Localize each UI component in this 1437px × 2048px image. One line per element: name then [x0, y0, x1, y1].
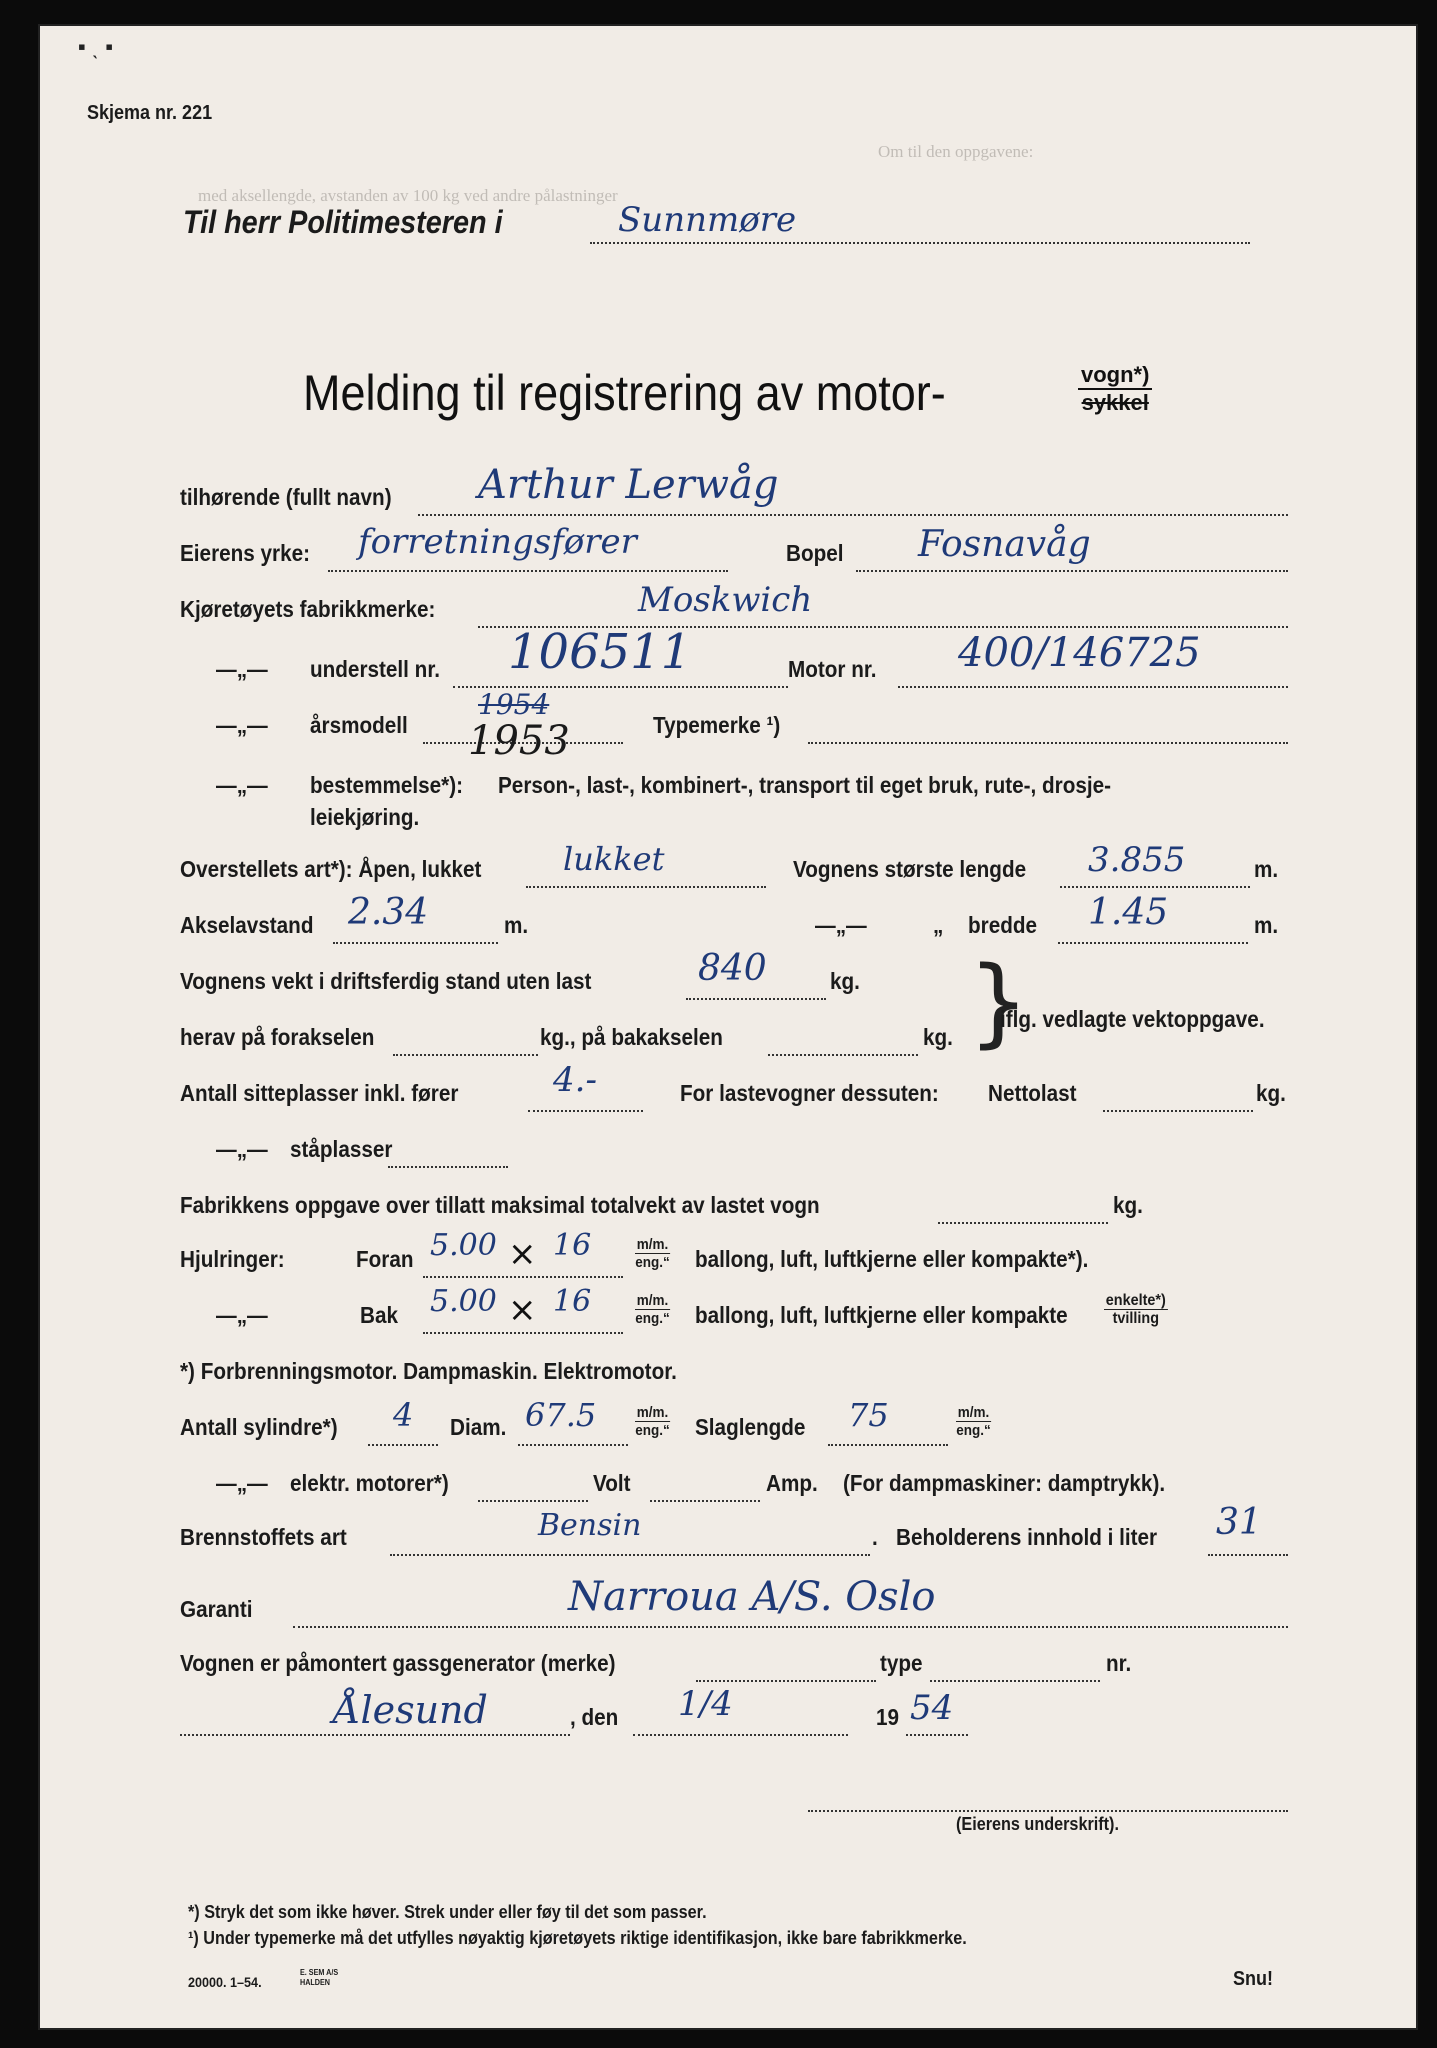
rims-label: Hjulringer: — [180, 1246, 285, 1272]
form-number: Skjema nr. 221 — [87, 102, 213, 124]
form-title: Melding til registrering av motor- — [303, 365, 946, 421]
addressee-label: Til herr Politimesteren i — [183, 204, 503, 240]
typemark-label: Typemerke ¹) — [653, 712, 781, 738]
turn-over: Snu! — [1233, 1968, 1273, 1990]
times-icon-2: × — [508, 1290, 537, 1330]
registration-form: ▪ ˎ ▪ Skjema nr. 221 Til herr Politimesteren i Sunnmøre Om til den oppgavene: med aksellengde, avstanden av 100 kg ved andre pålastninger Melding til registrering av motor- vogn*) sykkel tilhørende (fullt navn) Arthur Lerwåg Eierens yrke: forretningsfører Bopel Fosnavåg Kjøretøyets fabrikkmerke: Moskwich —„— understell nr. 106511 Motor nr. 400/146725 —„— årsmodell 1954 1953 Typemerke ¹) —„— bestemmelse*): Person-, last-, kombinert-, transport til eget bruk, rute-, drosje- leiekjøring. Overstellets art*): Åpen, lukket lukket Vognens største lengde 3.855 m. Akselavstand 2.34 m. —„— „ bredde 1.45 m. Vognens vekt i driftsferdig stand uten last 840 kg. herav på forakselen kg., på bakakselen kg. } iflg. vedlagte vektoppgave. Antall sitteplasser inkl. fører 4.- For lastevogner dessuten: Nettolast kg. —„— ståplasser Fabrikkens oppgave over tillatt maksimal totalvekt av lastet vogn kg. Hjulringer: Foran 5.00 × 16 $\frac{m/m.}{\text{eng.“}}$ ballong, luft, luftkjerne eller kompakte*). —„— Bak 5.00 × 16 $\frac{m/m.}{\text{eng.“}}$ ballong, luft, luftkjerne eller kompakte $\frac{\text{enkelte*)}}{\text{tvilling}}$ *) Forbrenningsmotor. Dampmaskin. Elektromotor. Antall sylindre*) 4 Diam. 67.5 $\frac{m/m.}{\text{eng.“}}$ Slaglengde 75 $\frac{m/m.}{\text{eng.“}}$ —„— elektr. motorer*) Volt Amp. (For dampmaskiner: damptrykk). Brennstoffets art Bensin . Beholderens innhold i liter 31 Garanti Narroua A/S. Oslo Vognen er påmontert gassgenerator (merke) type nr. Ålesund , den 1/4 19 54 (Eierens underskrift). *) Stryk det som ikke høver. Strek under eller føy til det som passer. ¹) Under typemerke må det utfylles nøyaktig kjøretøyets riktige identifikasjon, ikke bare fabrikkmerke. 20000. 1–54. E. SEM A/S HALDEN Snu! — [38, 24, 1418, 2030]
tank-label: Beholderens innhold i liter — [896, 1524, 1158, 1550]
standing-label: ståplasser — [290, 1136, 393, 1162]
engine-types: *) Forbrenningsmotor. Dampmaskin. Elektromotor. — [180, 1358, 677, 1384]
model-year-value[interactable]: 1953 — [468, 718, 570, 764]
gasgen-label: Vognen er påmontert gassgenerator (merke) — [180, 1650, 616, 1676]
body-kind-value[interactable]: lukket — [563, 840, 665, 878]
max-length-label: Vognens største lengde — [793, 856, 1027, 882]
motor-no-value[interactable]: 400/146725 — [958, 630, 1201, 676]
rear-axle-label: kg., på bakakselen — [540, 1024, 723, 1050]
cylinders-label: Antall sylindre*) — [180, 1414, 338, 1440]
footnote-1: *) Stryk det som ikke høver. Strek under eller føy til det som passer. — [188, 1902, 707, 1922]
stroke-value[interactable]: 75 — [848, 1396, 889, 1434]
brace: } — [968, 946, 1030, 1058]
purpose-label: bestemmelse*): — [310, 772, 464, 798]
signature-label: (Eierens underskrift). — [956, 1814, 1119, 1834]
cylinders-value[interactable]: 4 — [393, 1396, 414, 1434]
steam-note: (For dampmaskiner: damptrykk). — [843, 1470, 1166, 1496]
trucks-label: For lastevogner dessuten: — [680, 1080, 939, 1106]
front-axle-label: herav på forakselen — [180, 1024, 375, 1050]
guarantee-label: Garanti — [180, 1596, 253, 1622]
max-length-value[interactable]: 3.855 — [1088, 840, 1186, 880]
corner-marks: ▪ ˎ ▪ — [78, 34, 114, 59]
motor-no-label: Motor nr. — [788, 656, 877, 682]
footnote-2: ¹) Under typemerke må det utfylles nøyaktig kjøretøyets riktige identifikasjon, ikke bare fabrikkmerke. — [188, 1928, 967, 1948]
printer: E. SEM A/S HALDEN — [300, 1968, 339, 1987]
front-rim-width[interactable]: 16 — [553, 1228, 592, 1263]
weight-label: Vognens vekt i driftsferdig stand uten last — [180, 968, 592, 994]
date-value[interactable]: 1/4 — [678, 1684, 733, 1724]
residence-value[interactable]: Fosnavåg — [918, 524, 1091, 565]
times-icon: × — [508, 1234, 537, 1274]
rear-rim-diam[interactable]: 5.00 — [430, 1284, 497, 1319]
bleed-through: Om til den oppgavene: — [878, 142, 1034, 161]
seats-value[interactable]: 4.- — [553, 1060, 597, 1100]
place-value[interactable]: Ålesund — [333, 1688, 488, 1732]
width-value[interactable]: 1.45 — [1088, 892, 1169, 933]
profession-value[interactable]: forretningsfører — [358, 522, 637, 562]
diam-value[interactable]: 67.5 — [525, 1396, 597, 1434]
make-value[interactable]: Moskwich — [638, 580, 813, 620]
chassis-label: understell nr. — [310, 656, 440, 682]
fuel-label: Brennstoffets art — [180, 1524, 347, 1550]
axle-value[interactable]: 2.34 — [348, 892, 429, 933]
purpose-options: Person-, last-, kombinert-, transport til eget bruk, rute-, drosje- — [498, 772, 1112, 798]
year-value[interactable]: 54 — [910, 1688, 954, 1728]
tank-value[interactable]: 31 — [1216, 1502, 1262, 1543]
title-fraction: vogn*) sykkel — [1078, 362, 1152, 416]
weight-value[interactable]: 840 — [698, 948, 767, 989]
tyre-types: ballong, luft, luftkjerne eller kompakte*). — [695, 1246, 1089, 1272]
owner-label: tilhørende (fullt navn) — [180, 484, 392, 510]
chassis-value[interactable]: 106511 — [508, 624, 692, 680]
width-label: bredde — [968, 912, 1038, 938]
rear-rim-width[interactable]: 16 — [553, 1284, 592, 1319]
seats-label: Antall sitteplasser inkl. fører — [180, 1080, 459, 1106]
residence-label: Bopel — [786, 540, 844, 566]
front-rim-diam[interactable]: 5.00 — [430, 1228, 497, 1263]
fuel-value[interactable]: Bensin — [538, 1508, 642, 1543]
payload-label: Nettolast — [988, 1080, 1077, 1106]
maxweight-label: Fabrikkens oppgave over tillatt maksimal totalvekt av lastet vogn — [180, 1192, 820, 1218]
axle-label: Akselavstand — [180, 912, 314, 938]
profession-label: Eierens yrke: — [180, 540, 311, 566]
tyre-types-rear: ballong, luft, luftkjerne eller kompakte — [695, 1302, 1068, 1328]
elmotors-label: elektr. motorer*) — [290, 1470, 449, 1496]
model-year-label: årsmodell — [310, 712, 408, 738]
make-label: Kjøretøyets fabrikkmerke: — [180, 596, 436, 622]
model-year-struck: 1954 — [478, 688, 550, 721]
purpose-options-2: leiekjøring. — [310, 804, 420, 830]
weight-certificate: iflg. vedlagte vektoppgave. — [1000, 1006, 1265, 1032]
stroke-label: Slaglengde — [695, 1414, 806, 1440]
body-kind-label: Overstellets art*): Åpen, lukket — [180, 856, 482, 882]
print-code: 20000. 1–54. — [188, 1974, 262, 1990]
owner-name[interactable]: Arthur Lerwåg — [478, 462, 779, 508]
guarantee-value[interactable]: Narroua A/S. Oslo — [568, 1574, 936, 1620]
police-district[interactable]: Sunnmøre — [618, 200, 797, 240]
